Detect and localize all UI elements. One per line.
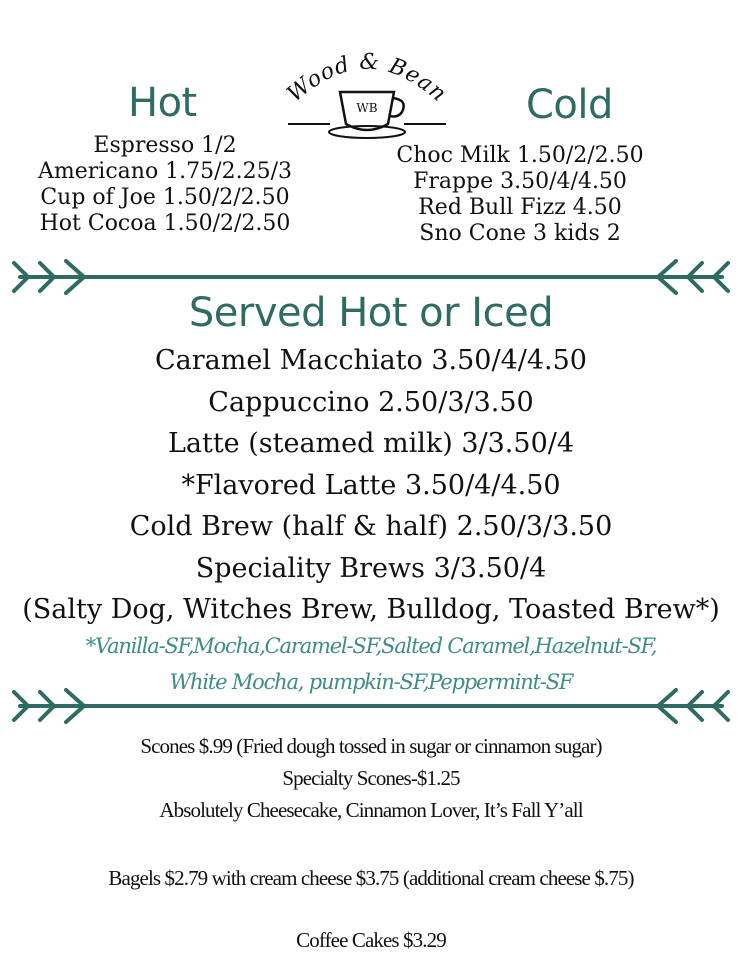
arrow-divider bbox=[0, 686, 742, 726]
list-item: Red Bull Fizz 4.50 bbox=[418, 195, 622, 220]
list-item: Caramel Macchiato 3.50/4/4.50 bbox=[155, 345, 587, 376]
list-item: Latte (steamed milk) 3/3.50/4 bbox=[167, 428, 575, 459]
logo-text: Wood & Bean bbox=[282, 49, 452, 108]
specialty-scones-item: Specialty Scones-$1.25 bbox=[282, 766, 460, 790]
list-item: Choc Milk 1.50/2/2.50 bbox=[396, 143, 644, 168]
list-item: Cappuccino 2.50/3/3.50 bbox=[208, 386, 534, 418]
specialty-scone-flavors: Absolutely Cheesecake, Cinnamon Lover, It’s Fall Y’all bbox=[159, 798, 583, 822]
list-item: Speciality Brews 3/3.50/4 bbox=[195, 552, 547, 584]
list-item: (Salty Dog, Witches Brew, Bulldog, Toasted Brew*) bbox=[22, 594, 720, 625]
list-item: Espresso 1/2 bbox=[93, 133, 237, 158]
list-item: Sno Cone 3 kids 2 bbox=[419, 221, 621, 246]
arrow-divider-icon bbox=[0, 686, 742, 726]
coffee-cup-icon bbox=[282, 42, 452, 142]
flavor-line: *Vanilla-SF,Mocha,Caramel-SF,Salted Caramel,Hazelnut-SF, bbox=[85, 634, 657, 658]
served-hot-or-iced-heading: Served Hot or Iced bbox=[188, 290, 554, 336]
served-drinks-list bbox=[0, 340, 742, 631]
bagels-item: Bagels $2.79 with cream cheese $3.75 (additional cream cheese $.75) bbox=[108, 866, 634, 890]
list-item: Americano 1.75/2.25/3 bbox=[38, 159, 292, 184]
wood-and-bean-logo bbox=[282, 42, 452, 142]
list-item: Cup of Joe 1.50/2/2.50 bbox=[40, 185, 290, 210]
list-item: Hot Cocoa 1.50/2/2.50 bbox=[39, 211, 291, 236]
scones-item: Scones $.99 (Fried dough tossed in sugar or cinnamon sugar) bbox=[140, 734, 602, 758]
cold-heading: Cold bbox=[526, 82, 613, 128]
flavor-line: White Mocha, pumpkin-SF,Peppermint-SF bbox=[169, 670, 573, 694]
hot-heading: Hot bbox=[128, 80, 197, 126]
logo-monogram: WB bbox=[356, 101, 378, 115]
list-item: Frappe 3.50/4/4.50 bbox=[413, 169, 627, 194]
coffee-cakes-item: Coffee Cakes $3.29 bbox=[296, 928, 446, 952]
list-item: Cold Brew (half & half) 2.50/3/3.50 bbox=[129, 511, 613, 542]
hot-drinks-list bbox=[20, 133, 310, 237]
cold-drinks-list bbox=[375, 143, 665, 247]
list-item: *Flavored Latte 3.50/4/4.50 bbox=[181, 469, 561, 501]
svg-text:Wood & Bean bbox=[283, 50, 452, 108]
